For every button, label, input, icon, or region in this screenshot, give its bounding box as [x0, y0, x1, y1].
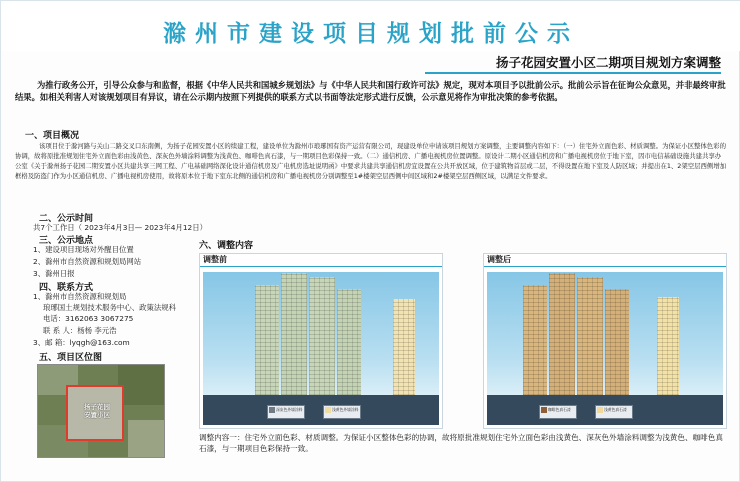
swatch	[597, 407, 603, 413]
section4-item: 3、邮 箱：lyqgh@163.com	[33, 338, 130, 347]
section2-line: 共7个工作日（ 2023年4月3日— 2023年4月12日）	[33, 223, 207, 232]
legend-text: 咖啡色真石漆	[548, 407, 571, 412]
render-before	[199, 253, 443, 429]
tower	[657, 297, 679, 395]
render-before-label: 调整前	[200, 254, 442, 266]
subtitle-bar	[425, 53, 721, 73]
tower	[393, 299, 415, 395]
map-label: 扬子花园 安置小区	[84, 403, 110, 419]
section3-heading: 三、公示地点	[39, 236, 94, 246]
legend-swatch-box	[539, 405, 577, 419]
section4-heading: 四、联系方式	[39, 283, 94, 293]
section6-heading: 六、调整内容	[199, 241, 254, 251]
section1-heading: 一、项目概况	[25, 131, 80, 141]
legend-text: 浅黄色外墙涂料	[332, 407, 359, 412]
tower	[523, 285, 547, 395]
legend-swatch-box	[267, 405, 305, 419]
tower	[309, 277, 335, 395]
render-after-scene	[487, 272, 723, 425]
tower	[255, 285, 279, 395]
section4-item: 1、滁州市自然资源和规划局	[33, 292, 127, 301]
render-before-scene	[203, 272, 439, 425]
tower	[549, 273, 575, 395]
render-after	[483, 253, 727, 429]
podium-band	[203, 395, 439, 425]
legend-text: 深灰色外墙涂料	[276, 407, 303, 412]
legend-swatch-box	[595, 405, 633, 419]
section5-heading: 五、项目区位图	[39, 353, 103, 363]
tower	[337, 289, 361, 395]
section4-item: 琅琊国土规划技术服务中心、政策法规科	[43, 303, 177, 312]
render-after-label: 调整后	[484, 254, 726, 266]
banner	[1, 1, 740, 51]
swatch	[325, 407, 331, 413]
tower	[577, 277, 603, 395]
section2-heading: 二、公示时间	[39, 214, 94, 224]
intro-paragraph: 为推行政务公开，引导公众参与和监督，根据《中华人民共和国城乡规划法》与《中华人民共和国行政许可法》规定，现对本项目予以批前公示。批前公示旨在征询公众意见，并非最终审批结果。如相关利害人对该规划项目有异议，请在公示期内按照下列提供的联系方式以书面等法定形式进行反馈，公示意见将作为审批决策的参考依据。	[15, 80, 726, 102]
section1-body: 该项目位于滁河路与关山二路交叉口东南侧，为扬子花园安置小区的续建工程，建设单位为滁州市琅琊国有资产运营有限公司，现建设单位申请该项目规划方案调整，主要调整内容如下：（一）住宅外立面色彩、材质调整。为保证小区整体色彩的协调，故将原批准规划住宅外立面色彩由浅黄色、深灰色外墙涂料调整为浅黄色、咖啡色真石漆，与一期项目色彩保持一致。（二）通信机房、广播电视机房位置调整。原设计二期小区通信机房和广播电视机房位于地下室，因市电信基础设施共建共享办公室《关于滁州扬子花园二期安置小区共建共享三网工程、广电基础网络深化设计通信机房及广电机房选址说明函》中要求共建共享通信机房宜设置在公共开放区域，位于建筑物首层或二层，不得设置在地下室及人防区域；并提出在1、2架空层西侧增加框格及防盗门作为小区通信机房、广播电视机房使用，故将原本位于地下室东北侧的通信机房和广播电视机房分别调整至1#楼架空层西侧中间区域和2#楼架空层西侧区域，以满足文件要求。	[15, 142, 727, 180]
swatch	[541, 407, 547, 413]
tower	[605, 289, 629, 395]
project-subtitle: 扬子花园安置小区二期项目规划方案调整	[495, 55, 721, 70]
swatch	[269, 407, 275, 413]
section3-item: 3、滁州日报	[33, 269, 75, 278]
section4-item: 电话：3162063 3067275	[43, 314, 134, 323]
banner-title: 滁州市建设项目规划批前公示	[163, 20, 579, 47]
location-map	[37, 364, 165, 458]
section3-item: 1、建设项目现场对外醒目位置	[33, 245, 134, 254]
tower	[281, 273, 307, 395]
section3-item: 2、滁州市自然资源和规划局网站	[33, 257, 142, 266]
legend-swatch-box	[323, 405, 361, 419]
legend-text: 浅黄色真石漆	[604, 407, 627, 412]
section4-item: 联 系 人：杨杨 李元浩	[43, 326, 117, 335]
adjustment-caption: 调整内容一：住宅外立面色彩、材质调整。为保证小区整体色彩的协调，故将原批准规划住宅外立面色彩由浅黄色、深灰色外墙涂料调整为浅黄色、咖啡色真石漆，与一期项目色彩保持一致。	[199, 433, 723, 453]
subtitle-underline	[425, 72, 721, 74]
map-terrain	[128, 420, 165, 458]
map-terrain	[118, 365, 165, 405]
